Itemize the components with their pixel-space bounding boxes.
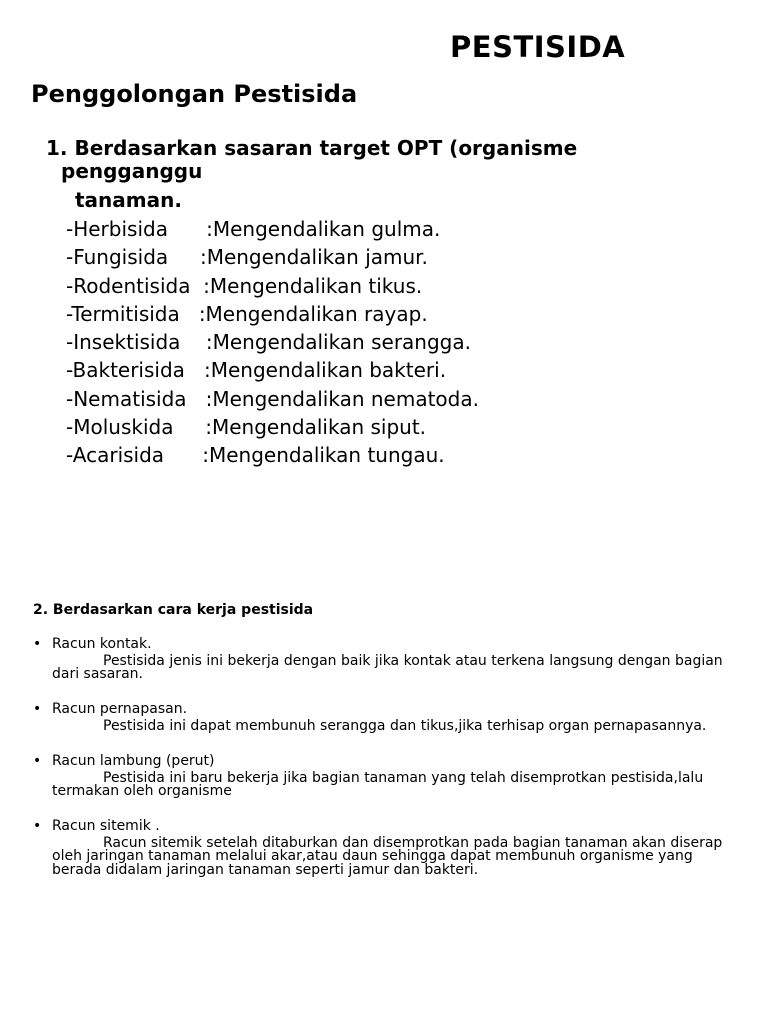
list-item-desc: :Mengendalikan gulma. bbox=[206, 217, 441, 241]
list-item bbox=[66, 243, 479, 271]
section1-heading-line3: tanaman. bbox=[75, 188, 182, 212]
list-item-desc: :Mengendalikan rayap. bbox=[198, 301, 428, 326]
bullet-item-label: Racun pernapasan. bbox=[52, 701, 188, 717]
section1-heading bbox=[46, 137, 636, 212]
bullet-item-racun-pernapasan bbox=[33, 703, 733, 733]
section1-heading-line2: pengganggu bbox=[61, 159, 203, 183]
bullet-icon: • bbox=[33, 636, 42, 652]
bullet-item-desc: Pestisida ini dapat membunuh serangga dan tikus,jika terhisap organ pernapasannya. bbox=[103, 717, 707, 734]
bullet-icon: • bbox=[33, 818, 42, 834]
list-item-desc: :Mengendalikan siput. bbox=[205, 415, 427, 440]
bullet-item-label: Racun kontak. bbox=[52, 636, 152, 652]
list-item-term: -Fungisida bbox=[66, 245, 200, 270]
list-item-term: -Herbisida bbox=[66, 217, 207, 241]
list-item bbox=[66, 413, 479, 441]
section1-heading-line1: 1. Berdasarkan sasaran target OPT (organisme bbox=[46, 136, 578, 160]
list-item-desc: :Mengendalikan nematoda. bbox=[205, 386, 479, 411]
list-item bbox=[66, 272, 479, 300]
section2-heading: 2. Berdasarkan cara kerja pestisida bbox=[33, 602, 314, 618]
list-item bbox=[66, 300, 479, 328]
list-item-term: -Acarisida bbox=[66, 443, 203, 468]
list-item bbox=[66, 441, 479, 469]
bullet-item-label: Racun lambung (perut) bbox=[52, 753, 215, 769]
bullet-icon: • bbox=[33, 753, 42, 769]
list-item-term: -Insektisida bbox=[66, 330, 206, 355]
list-item-term: -Termitisida bbox=[66, 301, 199, 326]
bullet-item-desc: Pestisida jenis ini bekerja dengan baik jika kontak atau terkena langsung dengan bagian dari sasaran. bbox=[52, 652, 723, 682]
list-item bbox=[66, 385, 479, 413]
list-item-term: -Rodentisida bbox=[66, 273, 204, 298]
bullet-icon: • bbox=[33, 701, 42, 717]
list-item bbox=[66, 215, 479, 243]
page-title: PESTISIDA bbox=[450, 30, 626, 64]
section1-list bbox=[66, 215, 479, 470]
list-item bbox=[66, 328, 479, 356]
list-item-term: -Nematisida bbox=[66, 386, 206, 411]
list-item-term: -Moluskida bbox=[66, 415, 206, 440]
list-item-desc: :Mengendalikan bakteri. bbox=[204, 358, 447, 383]
list-item-desc: :Mengendalikan tikus. bbox=[203, 273, 423, 298]
list-item-desc: :Mengendalikan tungau. bbox=[202, 443, 445, 468]
list-item-term: -Bakterisida bbox=[66, 358, 204, 383]
bullet-item-label: Racun sitemik . bbox=[52, 818, 160, 834]
bullet-item-racun-sitemik bbox=[33, 820, 733, 877]
list-item-desc: :Mengendalikan jamur. bbox=[199, 245, 428, 270]
bullet-item-racun-kontak bbox=[33, 638, 733, 682]
list-item bbox=[66, 356, 479, 384]
page-subtitle: Penggolongan Pestisida bbox=[31, 80, 358, 108]
bullet-item-racun-lambung bbox=[33, 755, 733, 799]
bullet-item-desc: Pestisida ini baru bekerja jika bagian tanaman yang telah disemprotkan pestisida,lalu termakan oleh organisme bbox=[52, 769, 704, 799]
list-item-desc: :Mengendalikan serangga. bbox=[205, 330, 471, 355]
bullet-item-desc: Racun sitemik setelah ditaburkan dan disemprotkan pada bagian tanaman akan diserap oleh jaringan tanaman melalui akar,atau daun sehingga dapat membunuh organisme yang berada didalam jaringan tanaman seperti jamur dan bakteri. bbox=[52, 834, 723, 878]
